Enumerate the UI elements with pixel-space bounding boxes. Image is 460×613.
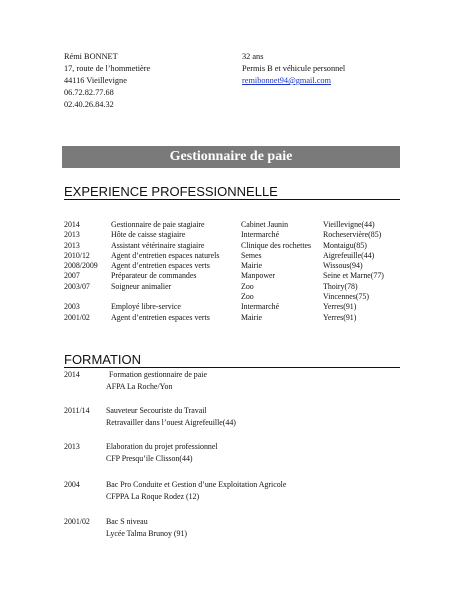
- formation-year: 2001/02: [64, 517, 90, 526]
- exp-year: 2003: [64, 302, 80, 312]
- contact-mobile: 06.72.82.77.68: [64, 88, 114, 97]
- exp-year: 2013: [64, 240, 80, 250]
- exp-role: Agent d’entretien espaces naturels: [111, 250, 220, 260]
- contact-city: 44116 Vieillevigne: [64, 76, 127, 85]
- exp-role: Assistant vétérinaire stagiaire: [111, 240, 205, 250]
- formation-institution: AFPA La Roche/Yon: [106, 382, 173, 391]
- exp-employer: Clinique des rochettes: [241, 240, 312, 250]
- exp-employer: Semes: [241, 250, 262, 260]
- exp-role: Agent d’entretien espaces verts: [111, 261, 210, 271]
- formation-heading: FORMATION: [64, 352, 400, 368]
- exp-employer: Intermarché: [241, 302, 280, 312]
- exp-location: Yerres(91): [323, 302, 357, 312]
- formation-year: 2014: [64, 370, 80, 379]
- age-text: 32 ans: [242, 52, 264, 61]
- exp-employer: Manpower: [241, 271, 276, 281]
- exp-employer: Cabinet Jaunin: [241, 220, 289, 229]
- formation-institution: CFPPA La Roque Rodez (12): [106, 492, 200, 501]
- exp-location: Aigrefeuille(44): [323, 250, 375, 260]
- formation-title: Sauveteur Secouriste du Travail: [106, 406, 207, 415]
- exp-location: Thoiry(78): [323, 281, 358, 291]
- job-title-banner: Gestionnaire de paie: [62, 146, 400, 168]
- permit-text: Permis B et véhicule personnel: [242, 64, 346, 73]
- exp-role: Soigneur animalier: [111, 281, 172, 291]
- exp-year: 2008/2009: [64, 261, 98, 271]
- exp-employer: Zoo: [241, 281, 254, 291]
- exp-year: 2001/02: [64, 312, 90, 322]
- exp-location: Yerres(91): [323, 312, 357, 322]
- exp-year: 2007: [64, 271, 80, 281]
- formation-year: 2013: [64, 442, 80, 451]
- exp-employer: Mairie: [241, 261, 263, 271]
- experience-heading: EXPERIENCE PROFESSIONNELLE: [64, 184, 400, 200]
- exp-role: Préparateur de commandes: [111, 271, 197, 281]
- exp-role: Agent d’entretien espaces verts: [111, 312, 210, 322]
- exp-year: 2013: [64, 230, 80, 240]
- exp-employer: Mairie: [241, 312, 263, 322]
- formation-institution: CFP Presqu’ile Clisson(44): [106, 454, 193, 463]
- exp-employer: Intermarché: [241, 230, 280, 240]
- contact-block: [64, 51, 150, 111]
- personal-info-block: [242, 51, 345, 87]
- exp-year: 2010/12: [64, 250, 90, 260]
- formation-year: 2011/14: [64, 406, 90, 415]
- formation-title: Bac Pro Conduite et Gestion d’une Exploitation Agricole: [106, 480, 287, 489]
- contact-street: 17, route de l’hommetière: [64, 64, 151, 73]
- exp-location: Montaigu(85): [323, 240, 367, 250]
- formation-title: Formation gestionnaire de paie: [109, 370, 207, 379]
- exp-role: Employé libre-service: [111, 302, 181, 312]
- formation-year: 2004: [64, 480, 80, 489]
- email-link[interactable]: remibonnet94@gmail.com: [242, 76, 331, 85]
- exp-role: Gestionnaire de paie stagiaire: [111, 220, 205, 229]
- exp-year: 2014: [64, 220, 80, 229]
- formation-title: Bac S niveau: [106, 517, 148, 526]
- exp-role: Hôte de caisse stagiaire: [111, 230, 186, 240]
- contact-phone: 02.40.26.84.32: [64, 100, 114, 109]
- formation-institution: Lycée Talma Brunoy (91): [106, 529, 188, 538]
- exp-location: Seine et Marne(77): [323, 271, 384, 281]
- formation-title: Elaboration du projet professionnel: [106, 442, 218, 451]
- exp-year: 2003/07: [64, 281, 90, 291]
- exp-location: Rocheservière(85): [323, 230, 382, 240]
- exp-location: Vincennes(75): [323, 292, 369, 302]
- exp-location: Vieillevigne(44): [323, 220, 375, 229]
- contact-name: Rémi BONNET: [64, 52, 118, 61]
- formation-institution: Retravailler dans l’ouest Aigrefeuille(44): [106, 418, 236, 427]
- exp-employer: Zoo: [241, 292, 254, 302]
- exp-location: Wissous(94): [323, 261, 363, 271]
